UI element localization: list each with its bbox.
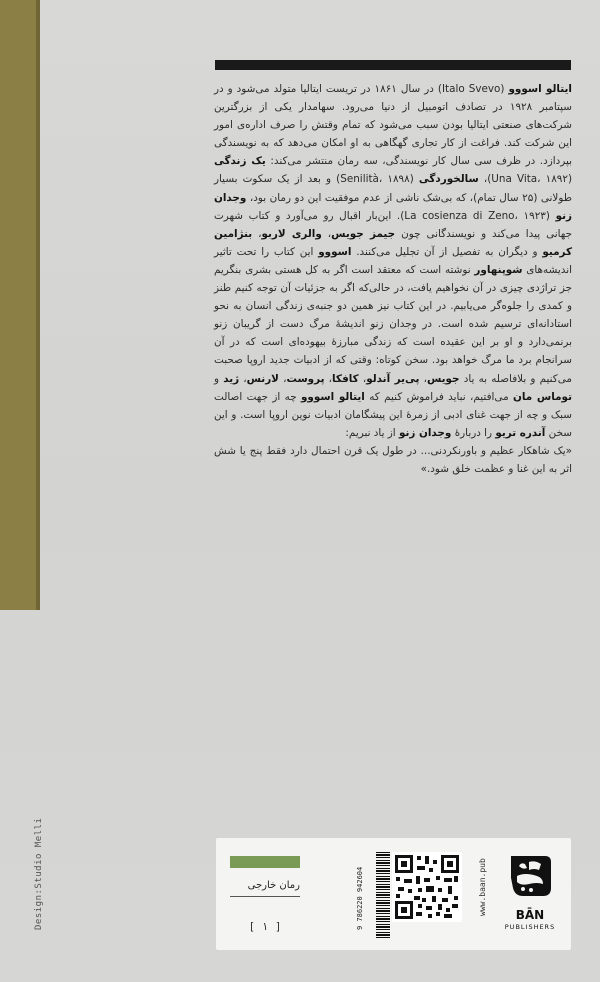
- olive-spine-band: [0, 0, 40, 610]
- genre-color-bar: [230, 856, 300, 868]
- publisher-subtitle: PUBLISHERS: [504, 923, 556, 931]
- genre-label: رمان خارجی: [247, 880, 300, 891]
- barcode: [376, 850, 390, 938]
- book-description: [214, 80, 572, 478]
- isbn-number: 9 786220 942604: [356, 866, 364, 930]
- design-credit: Design:Studio Melli: [34, 817, 44, 930]
- series-number: [ ۱ ]: [248, 920, 282, 933]
- publisher-url: www.baan.pub: [478, 858, 487, 916]
- black-rule: [215, 60, 571, 70]
- qr-code-icon: [392, 852, 462, 922]
- description-text: ایتالو اسووو (Italo Svevo) در سال ۱۸۶۱ در تریست ایتالیا متولد می‌شود و در سپتامبر ۱۹۲۸ در تصادف اتومبیل از دنیا می‌رود. سهامدار یکی از بزرگترین شرکت‌های صنعتی ایتالیا بودن سبب می‌شود که تمام وقتش را صرف اداره‌ی امور این شرکت کند. فراغت از کار تجاری گهگاهی به او امکان می‌دهد که به نویسندگی بپردازد. در ظرف سی سال کار نویسندگی، سه رمان منتشر می‌کند: یک زندگی (Una Vita، ۱۸۹۲)، سالخوردگی (Senilità، ۱۸۹۸) و بعد از یک سکوت بسیار طولانی (۲۵ سال تمام)، که بی‌شک ناشی از عدم موفقیت این دو رمان بود، وجدان زنو (La cosienza di Zeno، ۱۹۲۳). این‌بار اقبال رو می‌آورد و کتاب شهرت جهانی پیدا می‌کند و نویسندگانی چون جیمز جویس، والری لاربو، بنژامین کرمیو و دیگران به تفصیل از آن تجلیل می‌کنند. اسووو این کتاب را تحت تاثیر اندیشه‌های شوپنهاور نوشته است که معتقد است اگر به کل هستی بشری بنگریم جز تراژدی چیزی در آن نخواهیم یافت، در حالی‌که اگر به جزئیات آن توجه کنیم طنز و کمدی را جلوه‌گر می‌یابیم. در این کتاب نیز همین دو جنبه‌ی زندگی انسان به نحو استادانه‌ای ترسیم شده است. در وجدان زنو اندیشهٔ مرگ دست از گریبان زنو برنمی‌دارد و او بر این عقیده است که زندگی مبارزهٔ بیهوده‌ای است که در آن سرانجام برد ما مرگ خواهد بود. سخن کوتاه: وقتی که از ادبیات جدید اروپا صحبت می‌کنیم و بلافاصله به یاد جویس، پی‌یر آندلو، کافکا، پروست، لارنس، ژید و توماس مان می‌افتیم، نباید فراموش کنیم که ایتالو اسووو چه از جهت اصالت سبک و چه از جهت غنای ادبی از زمرهٔ این پیشگامان ادبیات نوین اروپا است. و این سخن آندره تریو را دربارهٔ وجدان زنو از یاد نبریم: «یک شاهکار عظیم و باورنکردنی... در طول یک قرن احتمال دارد فقط پنج یا شش اثر به این غنا و عظمت خلق شود.»: [214, 83, 573, 475]
- publisher-logo-icon: [501, 848, 559, 906]
- genre-divider: [230, 896, 300, 897]
- publisher-info-box: [216, 838, 571, 950]
- publisher-name: BĀN: [515, 908, 545, 922]
